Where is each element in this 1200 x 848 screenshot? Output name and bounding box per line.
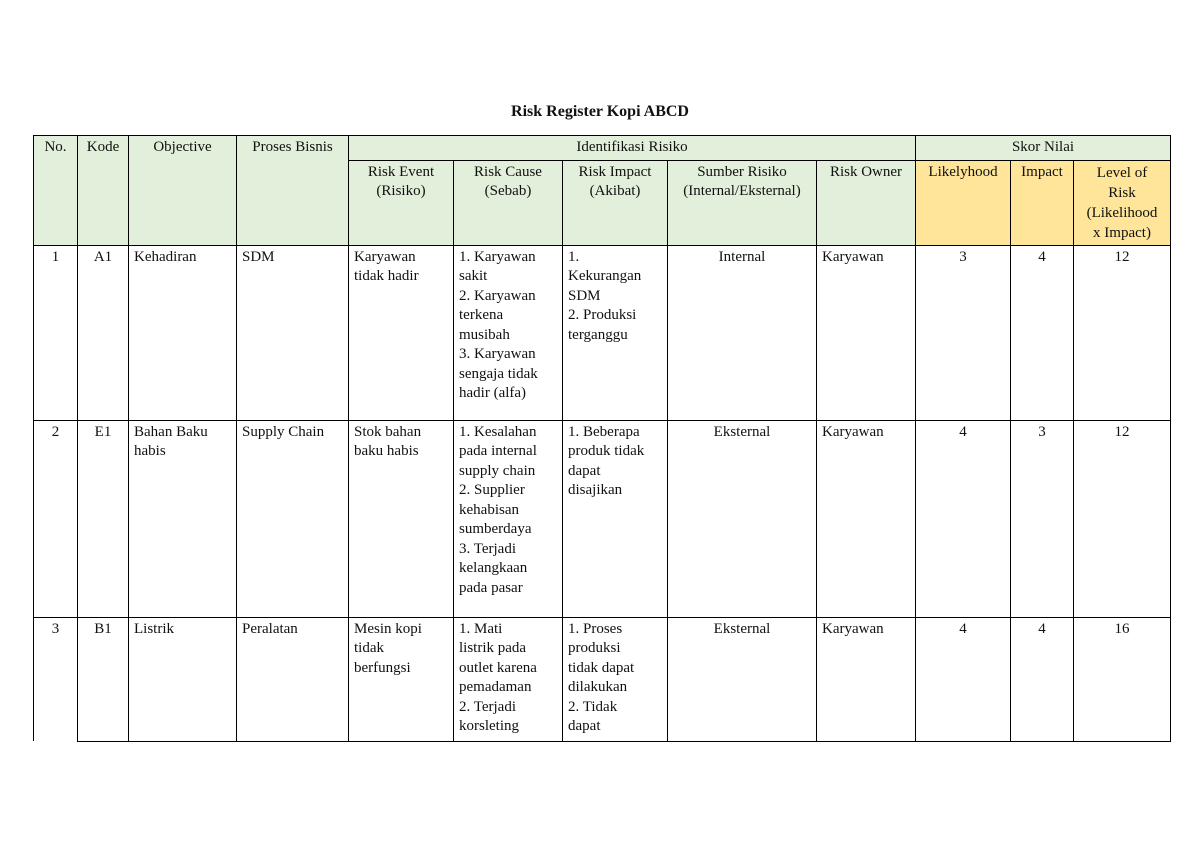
table-row bbox=[34, 245, 1171, 420]
col-header-sumber-risiko: Sumber Risiko (Internal/Eksternal) bbox=[668, 160, 817, 245]
cell-risk-impact: 1. Kekurangan SDM 2. Produksi terganggu bbox=[563, 245, 668, 420]
col-header-likelyhood: Likelyhood bbox=[916, 160, 1011, 245]
cell-kode: A1 bbox=[78, 245, 129, 420]
cell-risk-owner: Karyawan bbox=[817, 420, 916, 617]
cell-likelyhood: 4 bbox=[916, 420, 1011, 617]
cell-proses-bisnis: Peralatan bbox=[237, 617, 349, 741]
cell-level-of-risk: 16 bbox=[1074, 617, 1171, 741]
cell-risk-cause: 1. Kesalahan pada internal supply chain 2. Supplier kehabisan sumberdaya 3. Terjadi kelangkaan pada pasar bbox=[454, 420, 563, 617]
cell-kode: E1 bbox=[78, 420, 129, 617]
cell-impact-score: 4 bbox=[1011, 617, 1074, 741]
group-header-skor-nilai: Skor Nilai bbox=[916, 136, 1171, 161]
cell-no: 3 bbox=[34, 617, 78, 741]
cell-proses-bisnis: Supply Chain bbox=[237, 420, 349, 617]
cell-sumber-risiko: Eksternal bbox=[668, 420, 817, 617]
cell-no: 1 bbox=[34, 245, 78, 420]
cell-risk-cause: 1. Mati listrik pada outlet karena pemadaman 2. Terjadi korsleting bbox=[454, 617, 563, 741]
cell-impact-score: 4 bbox=[1011, 245, 1074, 420]
cell-risk-event: Karyawan tidak hadir bbox=[349, 245, 454, 420]
cell-level-of-risk: 12 bbox=[1074, 420, 1171, 617]
cell-objective: Kehadiran bbox=[129, 245, 237, 420]
col-header-risk-event: Risk Event (Risiko) bbox=[349, 160, 454, 245]
cell-likelyhood: 3 bbox=[916, 245, 1011, 420]
page-title: Risk Register Kopi ABCD bbox=[511, 103, 689, 120]
cell-risk-owner: Karyawan bbox=[817, 245, 916, 420]
cell-impact-score: 3 bbox=[1011, 420, 1074, 617]
table-row bbox=[34, 617, 1171, 741]
col-header-risk-impact: Risk Impact (Akibat) bbox=[563, 160, 668, 245]
risk-register-table bbox=[33, 135, 1171, 742]
cell-sumber-risiko: Internal bbox=[668, 245, 817, 420]
table-row bbox=[34, 420, 1171, 617]
cell-kode: B1 bbox=[78, 617, 129, 741]
cell-risk-event: Mesin kopi tidak berfungsi bbox=[349, 617, 454, 741]
group-header-row bbox=[34, 136, 1171, 161]
col-header-risk-owner: Risk Owner bbox=[817, 160, 916, 245]
cell-objective: Listrik bbox=[129, 617, 237, 741]
cell-risk-impact: 1. Beberapa produk tidak dapat disajikan bbox=[563, 420, 668, 617]
col-header-level-of-risk: Level of Risk (Likelihood x Impact) bbox=[1074, 160, 1171, 245]
cell-risk-event: Stok bahan baku habis bbox=[349, 420, 454, 617]
col-header-proses-bisnis: Proses Bisnis bbox=[237, 136, 349, 246]
cell-no: 2 bbox=[34, 420, 78, 617]
cell-risk-owner: Karyawan bbox=[817, 617, 916, 741]
col-header-kode: Kode bbox=[78, 136, 129, 246]
cell-level-of-risk: 12 bbox=[1074, 245, 1171, 420]
cell-risk-cause: 1. Karyawan sakit 2. Karyawan terkena musibah 3. Karyawan sengaja tidak hadir (alfa) bbox=[454, 245, 563, 420]
cell-proses-bisnis: SDM bbox=[237, 245, 349, 420]
cell-sumber-risiko: Eksternal bbox=[668, 617, 817, 741]
col-header-no: No. bbox=[34, 136, 78, 246]
cell-likelyhood: 4 bbox=[916, 617, 1011, 741]
cell-risk-impact: 1. Proses produksi tidak dapat dilakukan 2. Tidak dapat bbox=[563, 617, 668, 741]
col-header-impact-score: Impact bbox=[1011, 160, 1074, 245]
col-header-risk-cause: Risk Cause (Sebab) bbox=[454, 160, 563, 245]
cell-objective: Bahan Baku habis bbox=[129, 420, 237, 617]
col-header-objective: Objective bbox=[129, 136, 237, 246]
group-header-identifikasi-risiko: Identifikasi Risiko bbox=[349, 136, 916, 161]
